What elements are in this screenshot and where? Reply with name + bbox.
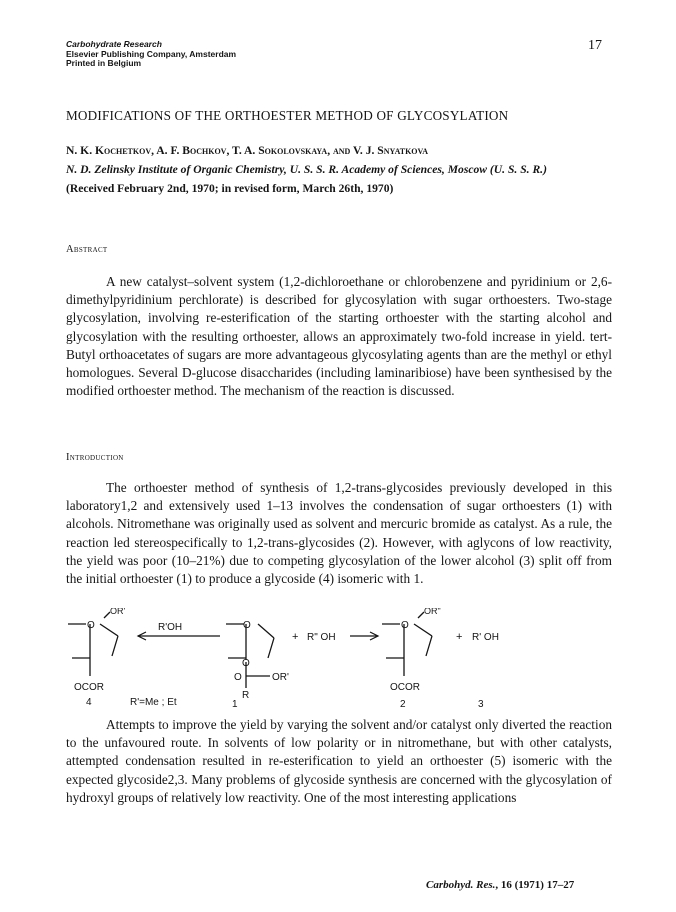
ortho-oxygen: O [234,672,242,683]
ring-oxygen-4: O [87,620,95,631]
masthead [66,40,236,69]
compound-number-4: 4 [86,697,92,708]
r-prime-definition: R'=Me ; Et [130,697,177,708]
ring-oxygen-1: O [243,620,251,631]
authors-text: N. K. Kochetkov, A. F. Bochkov, T. A. Sokolovskaya, and V. J. Snyatkova [66,144,429,157]
affiliation: N. D. Zelinsky Institute of Organic Chemistry, U. S. S. R. Academy of Sciences, Moscow (U. S. S. R.) [66,163,547,176]
compound-number-3: 3 [478,699,484,708]
introduction-paragraph-1: The orthoester method of synthesis of 1,2-trans-glycosides previously developed in this laboratory1,2 and extensively used 1–13 involves the condensation of sugar orthoesters (1) with alcohols. Nitromethane was originally used as solvent and mercuric bromide as catalyst. As a rule, the reaction led stereospecifically to 1,2-trans-glycosides (2). However, with aglycons of low reactivity, the yield was poor (10–21%) due to competing glycosylation of the lower alcohol (3) split off from the initial orthoester (1) to produce a glycoside (4) isomeric with 1. [66,480,612,587]
label-or-prime-ortho: OR' [272,672,289,683]
abstract-heading: Abstract [66,244,108,255]
ring-oxygen-2: O [401,620,409,631]
bridge-oxygen: O [242,658,250,669]
compound-number-2: 2 [400,699,406,708]
label-r: R [242,690,250,701]
introduction-paragraph-2: Attempts to improve the yield by varying the solvent and/or catalyst only diverted the reaction to the unfavoured route. In solvents of low polarity or in nitromethane, but with other catalysts, attempted condensation resulted in re-esterification to yield an orthoester (5) isomeric with the expected glycoside2,3. Many problems of glycoside synthesis are concerned with the glycosylation of hydroxyl groups of relatively low reactivity. One of the most interesting applications [66,717,612,805]
label-ocor-left: OCOR [74,682,104,693]
introduction-heading: Introduction [66,452,124,463]
page-number: 17 [588,38,602,53]
footer-citation: , 16 (1971) 17–27 [495,879,575,891]
reagent-roh: R'OH [158,622,183,633]
received-dates: (Received February 2nd, 1970; in revised form, March 26th, 1970) [66,182,394,195]
abstract-text: A new catalyst–solvent system (1,2-dichloroethane or chlorobenzene and pyridinium or 2,6-dimethylpyridinium perchlorate) is described for glycosylation with sugar orthoesters. Two-stage glycosylation, involving re-esterification of the starting orthoester with the starting alcohol and glycosylation with the resulting orthoester, allows an approximately two-fold increase in yield. tert-Butyl orthoacetates of sugars are more advantageous glycosylating agents than are the methyl or ethyl homologues. Several D-glucose disaccharides (including laminaribiose) have been synthesised by the modified orthoester method. The mechanism of the reaction is discussed. [66,274,612,399]
plus-sign-1: + [292,631,299,643]
plus-sign-2: + [456,631,463,643]
compound-number-1: 1 [232,699,238,708]
label-or-prime: OR' [110,608,126,616]
article-title: MODIFICATIONS OF THE ORTHOESTER METHOD OF GLYCOSYLATION [66,108,509,123]
footer-journal: Carbohyd. Res. [426,879,496,891]
publisher-line: Elsevier Publishing Company, Amsterdam [66,48,237,59]
reaction-scheme [60,608,620,708]
page-footer [426,879,574,891]
reagent-r-double-oh: R" OH [307,632,336,643]
label-ocor-right: OCOR [390,682,420,693]
label-or-double: OR" [424,608,441,616]
product-r-prime-oh: R' OH [472,632,499,643]
author-list [66,144,428,157]
printed-line: Printed in Belgium [66,58,142,68]
journal-name: Carbohydrate Research [66,39,162,49]
